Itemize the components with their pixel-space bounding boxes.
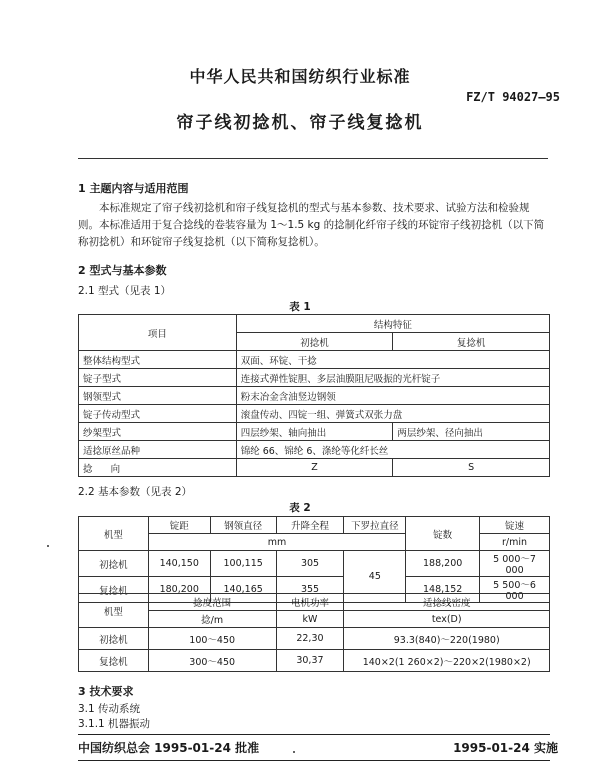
table-cell: 捻 向 [79, 459, 237, 477]
table-header: 适捻线密度 [344, 594, 550, 611]
table-header: 下罗拉直径 [344, 517, 406, 534]
table-cell: 初捻机 [79, 551, 149, 577]
table-cell: 355 [276, 577, 344, 603]
table-unit: mm [148, 534, 405, 551]
table-header: 锭数 [406, 517, 480, 551]
table-cell: 适捻原丝品种 [79, 441, 237, 459]
table-row [79, 351, 550, 369]
table-header: 捻度范围 [148, 594, 276, 611]
table-header: 初捻机 [236, 333, 393, 351]
table-cell: 整体结构型式 [79, 351, 237, 369]
table-cell: 5 000～7 000 [480, 551, 550, 577]
header-rule [78, 158, 548, 159]
table-row [79, 551, 550, 577]
table-unit: kW [276, 611, 344, 628]
table-row [79, 628, 550, 650]
table-unit: tex(D) [344, 611, 550, 628]
table-cell: 100～450 [148, 628, 276, 650]
section-3-1: 3.1 传动系统 [78, 703, 141, 715]
table-cell: 5 500～6 000 [480, 577, 550, 603]
table-cell: S [393, 459, 550, 477]
section-2-2: 2.2 基本参数（见表 2） [78, 486, 193, 498]
table-cell: 锭子型式 [79, 369, 237, 387]
table-header: 电机功率 [276, 594, 344, 611]
table-row [79, 423, 550, 441]
table-cell: 22,30 [276, 628, 344, 650]
table-unit: 捻/m [148, 611, 276, 628]
table-row [79, 594, 550, 611]
table-header: 钢领直径 [210, 517, 276, 534]
scan-speck [293, 751, 295, 753]
table-row [79, 441, 550, 459]
table-header: 升降全程 [276, 517, 344, 534]
table-cell: 30,37 [276, 650, 344, 672]
section-1-para-2: 本标准适用于复合捻线的卷装容量为 1～1.5 kg 的捻制化纤帘子线的环锭帘子线初捻机（以下简称初捻机）和环锭帘子线复捻机（以下简称复捻机）。 [78, 219, 545, 248]
table-cell: 45 [344, 551, 406, 603]
table-1 [78, 314, 550, 477]
bottom-rule [78, 760, 550, 761]
section-1-heading: 1 主题内容与适用范围 [78, 182, 189, 195]
table-cell: 钢领型式 [79, 387, 237, 405]
table-cell: 锦纶 66、锦纶 6、涤纶等化纤长丝 [236, 441, 549, 459]
table-cell: 180,200 [148, 577, 210, 603]
table-row [79, 459, 550, 477]
effective-date: 1995-01-24 实施 [453, 741, 558, 755]
table-2-part-2 [78, 593, 550, 672]
table-1-caption: 表 1 [289, 301, 311, 313]
section-2-1: 2.1 型式（见表 1） [78, 285, 172, 297]
table-cell: 300～450 [148, 650, 276, 672]
table-cell: 初捻机 [79, 628, 149, 650]
table-cell: 连接式弹性锭胆、多层油膜阻尼吸振的光杆锭子 [236, 369, 549, 387]
table-header: 锭速 [480, 517, 550, 534]
table-row [79, 650, 550, 672]
table-header: 复捻机 [393, 333, 550, 351]
table-cell: 140,150 [148, 551, 210, 577]
table-row [79, 369, 550, 387]
table-cell: 双面、环锭、干捻 [236, 351, 549, 369]
table-cell: 纱架型式 [79, 423, 237, 441]
table-header: 项目 [79, 315, 237, 351]
table-header: 结构特征 [236, 315, 549, 333]
standard-body: 中华人民共和国纺织行业标准 [189, 67, 411, 86]
table-row [79, 387, 550, 405]
table-header: 锭距 [148, 517, 210, 534]
document-title: 帘子线初捻机、帘子线复捻机 [176, 113, 424, 133]
approval-line: 中国纺织总会 1995-01-24 批准 [78, 741, 260, 755]
table-row [79, 315, 550, 333]
table-cell: 锭子传动型式 [79, 405, 237, 423]
table-cell: 93.3(840)～220(1980) [344, 628, 550, 650]
table-cell: 复捻机 [79, 577, 149, 603]
section-3-1-1: 3.1.1 机器振动 [78, 718, 151, 730]
table-cell: 188,200 [406, 551, 480, 577]
table-cell: 305 [276, 551, 344, 577]
table-2 [78, 516, 550, 603]
table-cell: 140×2(1 260×2)～220×2(1980×2) [344, 650, 550, 672]
table-unit: r/min [480, 534, 550, 551]
table-cell: 148,152 [406, 577, 480, 603]
section-1-para-1: 本标准规定了帘子线初捻机和帘子线复捻机的型式与基本参数、技术要求、试验方法和检验规则。 [78, 202, 530, 231]
standard-code: FZ/T 94027—95 [466, 90, 560, 104]
scan-speck [47, 545, 49, 547]
table-2-caption: 表 2 [289, 502, 311, 514]
table-cell: 复捻机 [79, 650, 149, 672]
table-header: 机型 [79, 594, 149, 628]
table-cell: 两层纱架、径向抽出 [393, 423, 550, 441]
table-header: 机型 [79, 517, 149, 551]
table-cell: 140,165 [210, 577, 276, 603]
table-cell: Z [236, 459, 393, 477]
table-cell: 粉末冶金含油竖边钢领 [236, 387, 549, 405]
footer-rule [78, 734, 550, 735]
table-row [79, 517, 550, 534]
section-3-heading: 3 技术要求 [78, 685, 134, 698]
table-row [79, 611, 550, 628]
table-cell: 四层纱架、轴向抽出 [236, 423, 393, 441]
table-row [79, 405, 550, 423]
table-cell: 滚盘传动、四锭一组、弹簧式双张力盘 [236, 405, 549, 423]
table-row [79, 534, 550, 551]
section-2-heading: 2 型式与基本参数 [78, 264, 167, 277]
table-cell: 100,115 [210, 551, 276, 577]
